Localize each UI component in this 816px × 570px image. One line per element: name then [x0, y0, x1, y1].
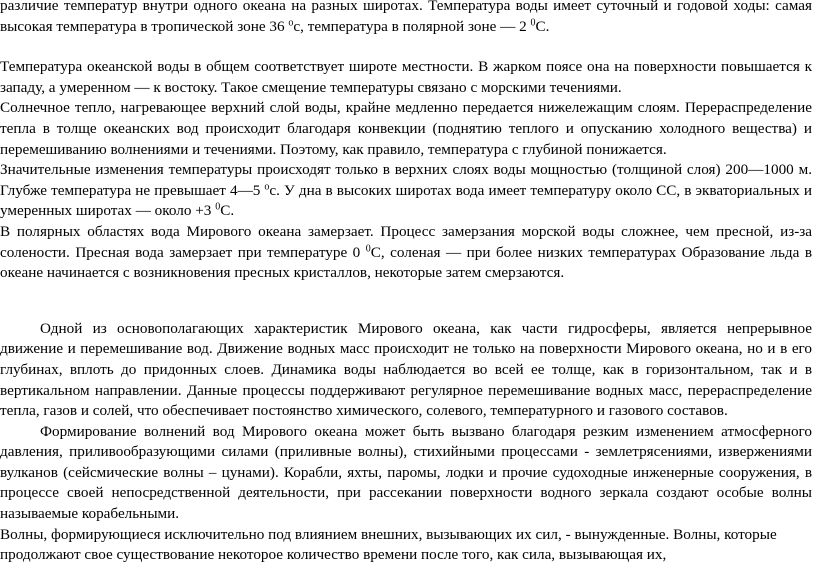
paragraph-temperature-depth: Значительные изменения температуры происходят только в верхних слоях воды мощностью (толщиной слоя) 200—1000 м. Глубже температура не превышает 4—5 $^о$с. У дна в высоких широтах вода имеет температуру около СС, в экваториальных и умеренных широтах — около +3 $^0$С. [0, 161, 812, 220]
paragraph-freezing: В полярных областях вода Мирового океана замерзает. Процесс замерзания морской воды сложнее, чем пресной, из-за солености. Пресная вода замерзает при температуре 0 $^0$С, соленая — при более низких температурах Образование льда в океане начинается с возникновения пресных кристаллов, некоторые затем смерзаются. [0, 222, 813, 282]
paragraph-wave-formation: Формирование волнений вод Мирового океана может быть вызвано благодаря резким изменением атмосферного давления, приливообразующими силами (приливные волны), стихийными процессами - землетрясениями, извержениями вулканов (сейсмические волны – цунами). Корабли, яхты, паромы, лодки и прочие судоходные инженерные сооружения, в процессе своей непосредственной деятельности, при рассекании поверхности водного зеркала создают особые волны называемые корабельными. [0, 422, 812, 523]
superscript: о [288, 17, 294, 29]
superscript: 0 [215, 201, 221, 213]
paragraph-forced-waves: Волны, формирующиеся исключительно под влиянием внешних, вызывающих их сил, - вынужденные. Волны, которые продолжают свое существование некоторое количество времени после того, как сила, вызывающая их, [0, 525, 777, 564]
superscript: о [264, 181, 270, 193]
superscript: 0 [365, 243, 371, 255]
paragraph-water-movement: Одной из основополагающих характеристик Мирового океана, как части гидросферы, является непрерывное движение и перемешивание вод. Движение водных масс происходит не только на поверхности Мирового океана, но и в его глубинах, вплоть до придонных слоев. Динамика воды наблюдается во всей ее толще, как в горизонтальном, так и в вертикальном направлении. Данные процессы поддерживают регулярное перемешивание водных масс, перераспределение тепла, газов и солей, что обеспечивает постоянство химического, солевого, температурного и газового составов. [0, 319, 812, 420]
paragraph-heat-distribution: Солнечное тепло, нагревающее верхний слой воды, крайне медленно передается нижележащим слоям. Перераспределение тепла в толще океанских вод происходит благодаря конвекции (поднятию теплого и опусканию холодного вещества) и перемешиванию волнениями и течениями. Поэтому, как правило, температура с глубиной понижается. [0, 99, 812, 158]
paragraph-temperature-daily-cycle: различие температур внутри одного океана на разных широтах. Температура воды имеет суточный и годовой ходы: самая высокая температура в тропической зоне 36 $^о$с, температура в полярной зоне — 2 $^0$С. [0, 0, 812, 35]
paragraph-latitude-correspondence: Температура океанской воды в общем соответствует широте местности. В жарком поясе она на поверхности повышается к западу, а умеренном — к востоку. Такое смещение температуры связано с морскими течениями. [0, 58, 812, 96]
superscript: 0 [530, 17, 536, 29]
